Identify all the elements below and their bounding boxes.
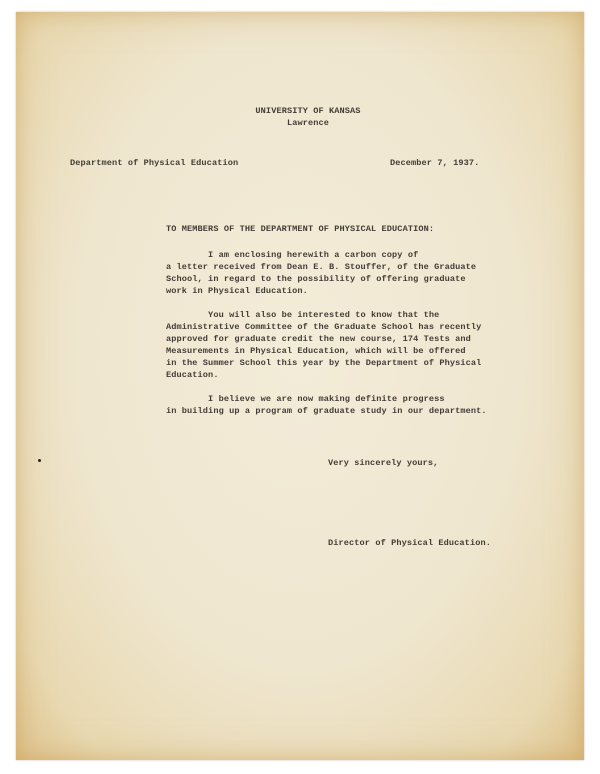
closing: Very sincerely yours, [328,458,439,468]
body-line: in the Summer School this year by the Department of Physical [166,358,482,368]
body-line: a letter received from Dean E. B. Stouffer, of the Graduate [166,262,477,272]
body-line: work in Physical Education. [166,286,308,296]
signature-title: Director of Physical Education. [328,538,491,548]
letter-date: December 7, 1937. [390,158,480,168]
department-line: Department of Physical Education [70,158,239,168]
body-line: Education. [166,370,219,380]
body-line: Measurements in Physical Education, which will be offered [166,346,466,356]
body-line: I believe we are now making definite progress [166,394,445,404]
letter-paper [16,12,584,760]
body-line: School, in regard to the possibility of offering graduate [166,274,466,284]
ink-speck [38,459,41,462]
body-line: Administrative Committee of the Graduate School has recently [166,322,482,332]
salutation: TO MEMBERS OF THE DEPARTMENT OF PHYSICAL EDUCATION: [166,224,435,234]
body-line: You will also be interested to know that the [166,310,440,320]
letterhead-institution: UNIVERSITY OF KANSAS [255,106,361,116]
body-line: in building up a program of graduate study in our department. [166,406,487,416]
body-line: I am enclosing herewith a carbon copy of [166,250,419,260]
body-line: approved for graduate credit the new course, 174 Tests and [166,334,471,344]
letterhead-city: Lawrence [286,118,330,128]
